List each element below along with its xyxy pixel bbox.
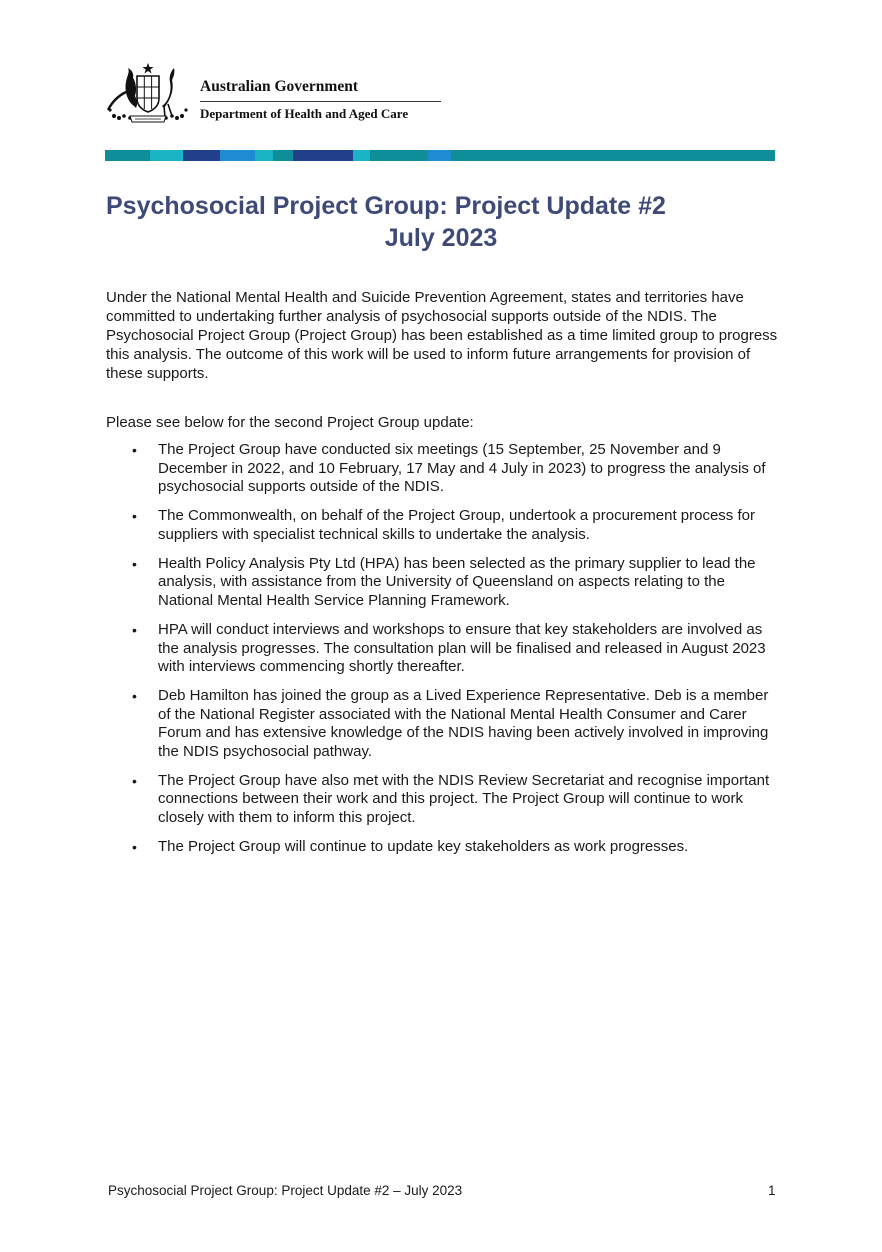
page-number: 1: [768, 1183, 776, 1198]
stripe-segment: [353, 150, 370, 161]
stripe-segment: [255, 150, 273, 161]
header-divider: [200, 101, 441, 102]
government-name: Australian Government: [200, 78, 359, 95]
department-name: Department of Health and Aged Care: [200, 106, 409, 121]
stripe-segment: [183, 150, 220, 161]
stripe-segment: [428, 150, 451, 161]
stripe-segment: [150, 150, 183, 161]
list-item: • Deb Hamilton has joined the group as a Lived Experience Representative. Deb is a member of the National Register associated with the National Mental Health Consumer and Carer Forum and has extensive knowledge of the NDIS having been actively involved in improving the NDIS psychosocial pathway.: [106, 687, 776, 761]
title-line-1: Psychosocial Project Group: Project Update #2: [106, 192, 666, 220]
stripe-segment: [451, 150, 775, 161]
intro-paragraph: Under the National Mental Health and Suicide Prevention Agreement, states and territories have committed to undertaking further analysis of psychosocial supports outside of the NDIS. The Psychosocial Project Group (Project Group) has been established as a time limited group to progress this analysis. The outcome of this work will be used to inform future arrangements for provision of these supports.: [106, 289, 778, 382]
stripe-segment: [273, 150, 293, 161]
list-item: • The Project Group have also met with the NDIS Review Secretariat and recognise important connections between their work and this project. The Project Group will continue to work closely with them to inform this project.: [106, 772, 776, 828]
list-item: • The Project Group have conducted six meetings (15 September, 25 November and 9 December in 2022, and 10 February, 17 May and 4 July in 2023) to progress the analysis of psychosocial supports outside of the NDIS.: [106, 441, 776, 497]
update-list: [106, 441, 776, 867]
list-item: • The Project Group will continue to update key stakeholders as work progresses.: [106, 838, 776, 857]
footer-text: Psychosocial Project Group: Project Update #2 – July 2023: [108, 1183, 463, 1198]
coat-of-arms-icon: [104, 62, 192, 124]
stripe-segment: [370, 150, 428, 161]
stripe-segment: [105, 150, 150, 161]
stripe-segment: [220, 150, 255, 161]
lead-paragraph: Please see below for the second Project Group update:: [106, 414, 474, 431]
page-title: [106, 190, 776, 254]
list-item: • Health Policy Analysis Pty Ltd (HPA) has been selected as the primary supplier to lead the analysis, with assistance from the University of Queensland on aspects relating to the National Mental Health Service Planning Framework.: [106, 555, 776, 611]
list-item: • HPA will conduct interviews and workshops to ensure that key stakeholders are involved as the analysis progresses. The consultation plan will be finalised and released in August 2023 with interviews commencing shortly thereafter.: [106, 621, 776, 677]
list-item: • The Commonwealth, on behalf of the Project Group, undertook a procurement process for suppliers with specialist technical skills to undertake the analysis.: [106, 507, 776, 544]
header-color-stripe: [105, 150, 775, 161]
title-line-2: July 2023: [384, 224, 498, 252]
stripe-segment: [293, 150, 353, 161]
